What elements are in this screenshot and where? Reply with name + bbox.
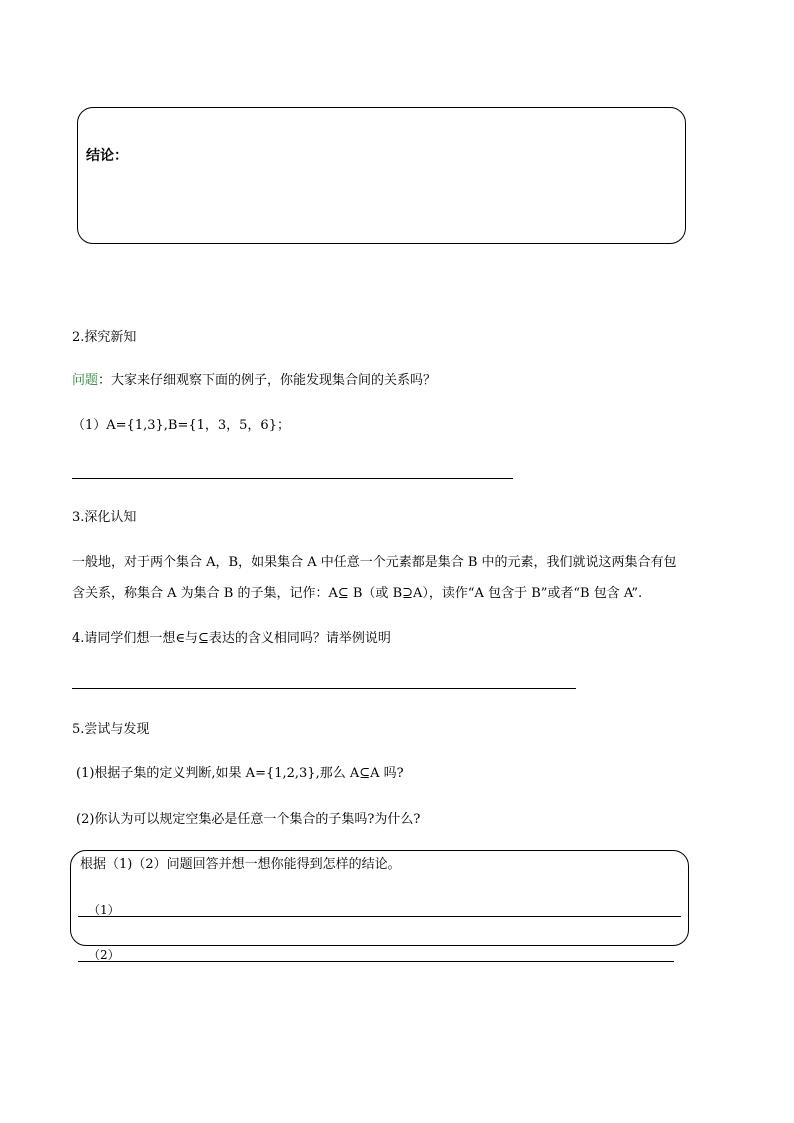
answer-item-2: （2） (88, 948, 120, 962)
section3-heading: 3.深化认知 (72, 510, 137, 525)
section5-q2: (2)你认为可以规定空集必是任意一个集合的子集吗?为什么? (76, 812, 421, 827)
answer-item-1: （1） (88, 903, 120, 917)
section3-line2: 含关系，称集合 A 为集合 B 的子集，记作：A⊆ B（或 B⊇A），读作“A 包含于 B”或者“B 包含 A”. (72, 586, 643, 601)
answer-line-section2 (72, 478, 513, 479)
section2-heading: 2.探究新知 (72, 330, 137, 345)
conclusion-box (77, 107, 686, 244)
question-text: ：大家来仔细观察下面的例子，你能发现集合间的关系吗？ (98, 373, 437, 388)
question-prefix: 问题 (72, 373, 99, 388)
answer-prompt: 根据（1)（2）问题回答并想一想你能得到怎样的结论。 (80, 857, 401, 872)
section5-heading: 5.尝试与发现 (72, 722, 150, 737)
section5-q1: (1)根据子集的定义判断,如果 A={1,2,3},那么 A⊆A 吗? (76, 766, 404, 781)
section3-line1: 一般地，对于两个集合 A，B，如果集合 A 中任意一个元素都是集合 B 中的元素，我们就说这两集合有包 (72, 555, 677, 570)
example1: （1）A={1,3},B={1，3，5，6}； (72, 418, 290, 433)
answer-line-2 (78, 961, 674, 962)
answer-line-section4 (72, 688, 576, 689)
section4-heading: 4.请同学们想一想∈与⊆表达的含义相同吗？请举例说明 (72, 631, 391, 646)
answer-line-1 (78, 916, 681, 917)
question-line (72, 373, 436, 389)
conclusion-label: 结论： (86, 148, 128, 164)
